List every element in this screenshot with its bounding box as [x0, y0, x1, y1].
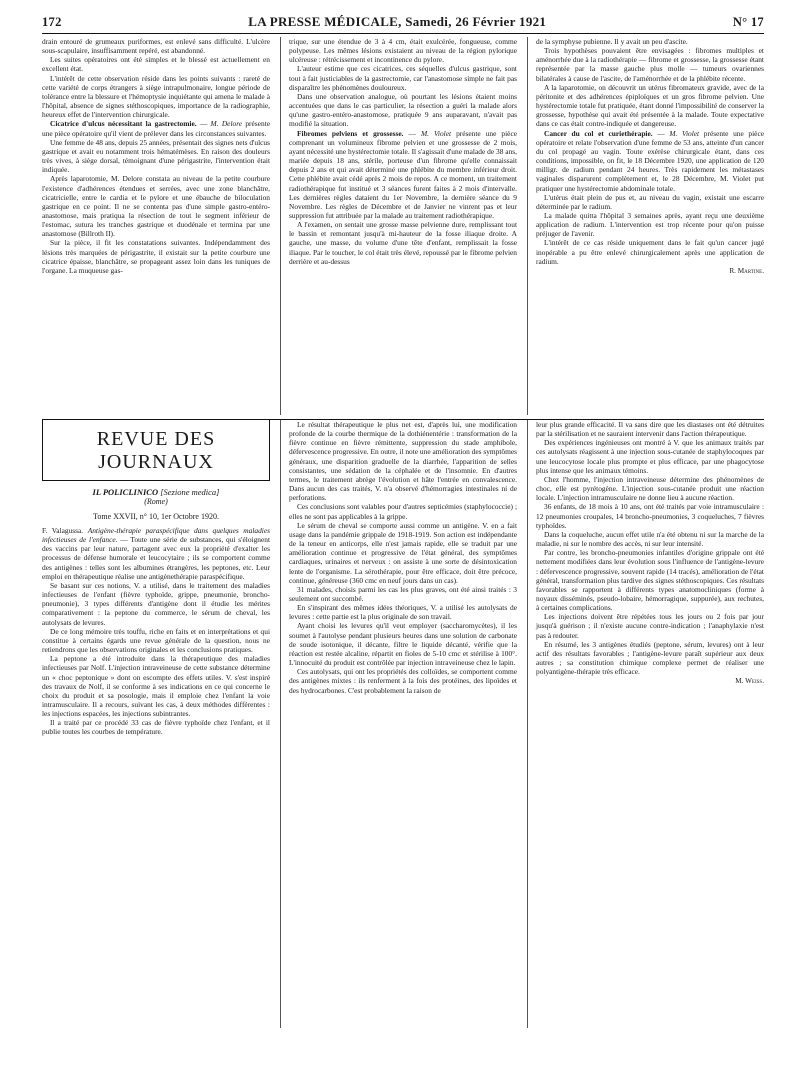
paragraph-text: leur plus grande efficacité. Il va sans dire que les diastases ont été détruites par la stérilisation et ne sauraient intervenir dans l'action thérapeutique.: [536, 420, 764, 439]
paragraph: [536, 612, 764, 639]
paragraph-text: L'intérêt de cette observation réside dans les points suivants : rareté de cette variété de corps étrangers à siège intrapulmonaire, longue période de tolérance entre la blessure et l'hémoptysie inquiétante qui amena le malade à l'hôpital, absence de signes stéthoscopiques, importance de la radiographie, heureux effet de l'intervention chirurgicale.: [42, 73, 270, 120]
paragraph: [289, 64, 517, 91]
paragraph: [42, 526, 270, 581]
running-head: [42, 14, 764, 30]
top-columns: [42, 37, 764, 415]
paragraph: [536, 502, 764, 529]
paragraph-text: — Toute une série de substances, qui s'éloignent des vaccins par leur nature, partagent avec eux la propriété d'exalter les processus de défense humorale et leucocytaire ; ils se comportent comme des antigènes : telles sont les albumines étrangères, les peptones, etc. Leur emploi en thérapeutique réalise une antigènethérapie paraspécifique.: [42, 535, 270, 581]
paragraph-text: La peptone a été introduite dans la thérapeutique des maladies infectieuses par Nolf. L'injection intraveineuse de cette substance détermine un « choc peptonique » dont on escompte des effets utiles. V. s'est inspiré des travaux de Nolf, il se conforme à ses indications en ce qui concerne le choix du produit et sa posologie, mais il emploie chez l'enfant la voie intramusculaire. Il a recours, suivant les cas, à deux méthodes différentes : les injections espacées, les injections subintrantes.: [42, 654, 270, 719]
paragraph: [42, 138, 270, 175]
paragraph: [536, 83, 764, 129]
paragraph-text: Ces conclusions sont valables pour d'autres septicémies (staphylococcie) ; elles ne sont pas applicables à la grippe.: [289, 502, 517, 521]
paragraph-text: Une femme de 48 ans, depuis 25 années, présentait des signes nets d'ulcus gastrique et avait eu notamment trois hématémèses. En raison des douleurs très vives, à siège dorsal, témoignant d'une périgastrite, l'intervention était indiquée.: [42, 137, 270, 175]
paragraph-text: Trois hypothèses pouvaient être envisagées : fibromes multiples et aménorrhée due à la radiothérapie — fibrome et grossesse, la grossesse étant représentée par la masse gauche plus molle — tumeurs ovariennes bilatérales à cause de l'ascite, de l'aménorrhée et de la phlébite récente.: [536, 46, 764, 83]
paragraph-text: Il a traité par ce procédé 33 cas de fièvre typhoïde chez l'enfant, et il publie toutes les courbes de température.: [42, 718, 270, 737]
paragraph-text: Ayant choisi les levures qu'il veut employer (saccharomycètes), il les soumet à l'autolyse pendant plusieurs heures dans une solution de carbonate de soude isotonique, il décante, filtre le liquide décanté, vérifie que la réaction est restée alcaline, répartit en fioles de 5-10 cmc et stérilise à 100°. L'innocuité du produit est contrôlée par injection intraveineuse chez le lapin.: [289, 621, 517, 668]
paragraph: [42, 174, 270, 238]
paragraph-text: Dans une observation analogue, où pourtant les lésions étaient moins accentuées que dans le cas particulier, la résection a guéri la malade alors qu'une gastro-entéro-anastomose, pratiquée 9 ans auparavant, n'avait pas modifié la situation.: [289, 91, 517, 129]
paragraph: [536, 46, 764, 83]
issue-number: N° 17: [732, 15, 764, 29]
paragraph-text: présente une pièce opératoire et relate l'observation d'une femme de 53 ans, atteinte d'un cancer du col propagé au vagin. Toute exérèse chirurgicale étant, dans ces conditions, impossible, on fit, le 18 Décembre 1920, une application de 120 milligr. de radium pendant 24 heures. Très rapidement les métastases vaginales disparurent complètement et, le 28 Décembre, M. Violet put pratiquer une hystérectomie abdominale totale.: [536, 128, 764, 193]
top-column-1: [42, 37, 270, 415]
paragraph-text: Des expériences ingénieuses ont montré à V. que les animaux traités par ces autolysats réagissent à une injection sous-cutanée de staphylocoques par une leucocytose locale plus prompte et plus efficace, par une phagocytose plus intense que les animaux témoins.: [536, 438, 764, 475]
paragraph: [536, 193, 764, 211]
paragraph-text: Le résultat thérapeutique le plus net est, d'après lui, une modification profonde de la courbe thermique de la dothiénentérie : transformation de la fièvre continue en fièvre rémittente, suppression du stade amphibole, défervescence progressive. En outre, il note une amélioration des symptômes généraux, une disparition graduelle de la diarrhée, l'apparition de selles consistantes, une sédation de la céphalée et de l'insomnie. En d'autres termes, le traitement abrège l'évolution et hâte l'entrée en convalescence. Dans aucun des cas traités, V. n'a observé d'hémorragies intestinales ni de perforations.: [289, 420, 518, 503]
paragraph: [536, 438, 764, 475]
paragraph: [42, 718, 270, 736]
paragraph: [289, 621, 517, 667]
paragraph: [289, 667, 517, 694]
paragraph-text: A l'examen, on sentait une grosse masse pelvienne dure, remplissant tout le bassin et remontant jusqu'à mi-hauteur de la fosse iliaque droite. A gauche, une masse, du volume d'une tête d'enfant, remplissait la fosse iliaque. Par le toucher, le col était très élevé, repoussé par le fibrome pelvien derrière et au-dessus: [289, 220, 517, 266]
bottom-column-1: [42, 526, 270, 737]
article-title: Antigène-thérapie paraspécifique dans quelques maladies infectieuses de l'enfance.: [42, 526, 270, 545]
paragraph: [42, 55, 270, 73]
paragraph: [42, 654, 270, 718]
presenter-name: M. Delore: [210, 119, 243, 129]
paragraph-text: Ces autolysats, qui ont les propriétés des colloïdes, se comportent comme des antigènes mixtes : ils renferment à la fois des protéines, des lipoïdes et des hydrocarbones. C'est probablement la raison de: [289, 667, 517, 695]
paragraph: [42, 581, 270, 627]
top-column-3-wrap: [527, 37, 764, 415]
bottom-column-3-wrap: [527, 420, 764, 1028]
signature-martine: R. Martine.: [729, 266, 764, 275]
paragraph-text: drain entouré de grumeaux puriformes, est enlevé sans difficulté. L'ulcère sous-scapulaire, insuffisamment repéré, est abandonné.: [42, 37, 270, 56]
bottom-column-3: [536, 420, 764, 676]
paragraph-text: En s'inspirant des mêmes idées théoriques, V. a utilisé les autolysats de levures : cette partie est la plus originale de son travail.: [289, 603, 517, 622]
paragraph-text: Le sérum de cheval se comporte aussi comme un antigène. V. en a fait usage dans la pandémie grippale de 1918-1919. Son action est indépendante de la teneur en anticorps, elle n'est jamais rapide, elle se traduit par une amélioration continue et progressive de l'état général, des symptômes cardiaques, urinaires et nerveux : on assiste à une sorte de désintoxication lente de l'organisme. La sérothérapie, pour être efficace, doit être précoce, continue, généreuse (360 cmc en neuf jours dans un cas).: [289, 520, 517, 585]
paragraph: [289, 521, 517, 585]
paragraph: [536, 37, 764, 46]
paragraph-text: Se basant sur ces notions, V. a utilisé, dans le traitement des maladies infectieuses de l'enfant (fièvre typhoïde, grippe, pneumonie, broncho-pneumonie), 3 types différents d'antigène dont il étudie les mérites comparativement : la peptone du commerce, le sérum de cheval, les autolysats de levures.: [42, 580, 270, 627]
paragraph-text: Les suites opératoires ont été simples et le blessé est actuellement en excellent état.: [42, 55, 270, 74]
paragraph: [42, 238, 270, 275]
journal-city: (Rome): [144, 497, 168, 506]
paragraph-text: Chez l'homme, l'injection intraveineuse détermine des phénomènes de choc, elle est pyrétogène. L'injection sous-cutanée produit une réaction locale. L'injection intramusculaire ne donne lieu à aucune réaction.: [536, 474, 764, 503]
paragraph-text: Par contre, les broncho-pneumonies infantiles d'origine grippale ont été nettement modifiées dans leur évolution sous l'influence de l'antigène-levure : défervescence progressive, souvent rapide (14 tracés), amélioration de l'état général, transformation plus tardive des signes stéthoscopiques. Ces résultats favorables se rapportent à différents types anatomocliniques (forme à noyaux disséminés, pseudo-lobaire, hémorragique, suppurée), aux rechutes, à certaines complications.: [536, 548, 764, 613]
paragraph-text: L'utérus était plein de pus et, au niveau du vagin, existait une escarre déterminée par le radium.: [536, 192, 764, 211]
journal-title: LA PRESSE MÉDICALE, Samedi, 26 Février 1921: [248, 14, 547, 29]
paragraph-text: La malade quitta l'hôpital 3 semaines après, ayant reçu une deuxième application de radium. L'intervention est trop récente pour qu'on puisse préjuger de l'avenir.: [536, 210, 764, 239]
paragraph-text: L'auteur estime que ces cicatrices, ces séquelles d'ulcus gastrique, sont tout à fait justiciables de la gastrectomie, car l'anastomose simple ne fait pas disparaître les phénomènes douloureux.: [289, 64, 517, 92]
revue-title-box: [42, 420, 270, 481]
paragraph-text: Dans la coqueluche, aucun effet utile n'a été obtenu ni sur la marche de la maladie, ni sur le nombre des accès, ni sur leur intensité.: [536, 529, 764, 549]
bottom-column-2-wrap: [280, 420, 517, 1028]
journal-section: [Sezione medica]: [160, 487, 220, 497]
paragraph: [289, 502, 517, 520]
paragraph: [289, 420, 517, 502]
bottom-column-1-wrap: [42, 420, 270, 1028]
presenter-name: M. Violet: [420, 128, 452, 138]
paragraph-text: De ce long mémoire très touffu, riche en faits et en interprétations et qui constitue à certains égards une revue générale de la question, nous ne retiendrons que les observations originales et les conclusions pratiques.: [42, 626, 270, 655]
signature-weiss: M. Weiss.: [735, 677, 764, 686]
revue-title: REVUE DES JOURNAUX: [96, 428, 216, 473]
paragraph: Cancer du col et curiethérapie. — M. Violet présente une pièce opératoire et relate l'observation d'une femme de 53 ans, atteinte d'un cancer du col propagé au vagin. Toute exérèse chirurgicale étant, dans ces conditions, impossible, on fit, le 18 Décembre 1920, une application de 120 milligr. de radium pendant 24 heures. Très rapidement les métastases vaginales disparurent complètement et, le 28 Décembre, M. Violet put pratiquer une hystérectomie abdominale totale.: [536, 128, 764, 193]
paragraph-text: A la laparotomie, on découvrit un utérus fibromateux gravide, avec de la péritonite et des adhérences épiploïques et un gros fibrome pelvien. Une hystérectomie totale fut pratiquée, étant donné l'impossibilité de conserver la grossesse, hypothèse qui avait été présentée à la malade. Toute expectative dans ce cas était contre-indiquée et dangereuse.: [536, 82, 764, 129]
presenter-name: M. Violet: [669, 128, 700, 138]
top-column-2-wrap: [280, 37, 517, 415]
journal-tome: Tome XXVII, n° 10, 1er Octobre 1920.: [93, 512, 219, 521]
paragraph-text: présente une pièce comprenant un volumineux fibrome pelvien et une grossesse de 2 mois, ayant nécessité une hystérectomie totale. Il s'agissait d'une malade de 38 ans, mariée depuis 18 ans, stérile, porteuse d'un fibrome qu'elle connaissait depuis 2 ans et qui avait déterminé une phlébite du membre inférieur droit. Cette phlébite avait cédé après 2 mois de repos. A ce moment, un traitement radiothérapique fut institué et 3 séances furent faites à 2 mois d'intervalle. Les dernières règles dataient du 1er Novembre, la dernière séance du 9 Novembre. Les règles de Décembre et de Janvier ne vinrent pas et leur suppression fut attribuée par la malade au traitement radiothérapique.: [289, 128, 518, 220]
subsection-heading: Cancer du col et curiethérapie.: [544, 128, 653, 138]
paragraph: [42, 627, 270, 654]
paragraph: [289, 220, 517, 266]
paragraph: [536, 475, 764, 502]
paragraph-text: 36 enfants, de 18 mois à 10 ans, ont été traités par voie intramusculaire : 12 pneumonies croupales, 14 broncho-pneumonies, 3 coqueluches, 7 fièvres typhoïdes.: [536, 502, 764, 530]
paragraph: [289, 603, 517, 621]
paragraph-text: Après laparotomie, M. Delore constata au niveau de la petite courbure l'existence d'adhérences étendues et serrées, avec une zone blanchâtre, cicatricielle, entre le cardia et le pylore et une ébauche de biloculation gastrique en ce point. Il ne se contenta pas d'une simple gastro-entéro-anastomose, mais pratiqua la résection de tout le segment inférieur de l'estomac, sutura les tranches gastrique et duodénale et termina par une anastomose (Billroth II).: [42, 174, 270, 239]
top-column-3: [536, 37, 764, 266]
paragraph: [536, 530, 764, 548]
journal-name: IL POLICLINICO: [92, 487, 159, 497]
paragraph: [289, 92, 517, 129]
page-number: 172: [42, 15, 62, 29]
paragraph-text: de la symphyse pubienne. Il y avait un peu d'ascite.: [536, 37, 688, 46]
paragraph: [289, 585, 517, 603]
paragraph: [536, 238, 764, 265]
paragraph-text: En résumé, les 3 antigènes étudiés (peptone, sérum, levures) ont à leur actif des résultats favorables ; l'antigène-levure paraît supérieur aux deux autres ; sa constitution chimique complexe permet de réaliser une polyantigène-thérapie très efficace.: [536, 639, 764, 677]
header-rule: [42, 33, 764, 34]
paragraph: Fibromes pelviens et grossesse. — M. Violet présente une pièce comprenant un volumineux fibrome pelvien et une grossesse de 2 mois, ayant nécessité une hystérectomie totale. Il s'agissait d'une malade de 38 ans, mariée depuis 18 ans, stérile, porteuse d'un fibrome qu'elle connaissait depuis 2 ans et qui avait déterminé une phlébite du membre inférieur droit. Cette phlébite avait cédé après 2 mois de repos. A ce moment, un traitement radiothérapique fut institué et 3 séances furent faites à 2 mois d'intervalle. Les dernières règles dataient du 1er Novembre, la dernière séance du 9 Novembre. Les règles de Décembre et de Janvier ne vinrent pas et leur suppression fut attribuée par la malade au traitement radiothérapique.: [289, 128, 518, 220]
paragraph-text: L'intérêt de ce cas réside uniquement dans le fait qu'un cancer jugé inopérable a pu être enlevé chirurgicalement après une application de radium.: [536, 238, 764, 266]
journal-name-line: [42, 487, 270, 497]
paragraph-text: Les injections doivent être répétées tous les jours ou 2 fois par jour jusqu'à guérison ; il n'existe aucune contre-indication ; l'anaphylaxie n'est pas à redouter.: [536, 612, 764, 640]
paragraph-text: présente une pièce opératoire qu'il vient de prélever dans les circonstances suivantes.: [42, 119, 270, 138]
paragraph: [536, 211, 764, 238]
top-column-2: [289, 37, 517, 266]
subsection-heading: Fibromes pelviens et grossesse.: [297, 128, 404, 138]
paragraph-text: trique, sur une étendue de 3 à 4 cm, était exulcérée, fongueuse, comme polypeuse. Les mêmes lésions existaient au niveau de la région pylorique ulcéreuse : rétrécissement et incontinence du pylore.: [289, 37, 517, 65]
bottom-columns: [42, 420, 764, 1028]
article-author: F. Valagussa.: [42, 526, 84, 535]
subsection-heading: Cicatrice d'ulcus nécessitant la gastrectomie.: [50, 119, 197, 129]
paragraph: [536, 640, 764, 677]
paragraph: [42, 37, 270, 55]
paragraph-text: Sur la pièce, il fit les constatations suivantes. Indépendamment des lésions très marquées de périgastrite, il existait sur la petite courbure une cicatrice épaisse, blanchâtre, se propageant assez loin dans les tuniques de l'organe. La muqueuse gas-: [42, 238, 270, 275]
paragraph: Cicatrice d'ulcus nécessitant la gastrectomie. — M. Delore présente une pièce opératoire qu'il vient de prélever dans les circonstances suivantes.: [42, 119, 270, 138]
paragraph: [536, 420, 764, 438]
paragraph: [536, 548, 764, 612]
paragraph: [42, 74, 270, 120]
paragraph-text: 31 malades, choisis parmi les cas les plus graves, ont été ainsi traités : 3 seulement ont succombé.: [289, 584, 517, 603]
bottom-column-2: [289, 420, 517, 695]
paragraph: [289, 37, 517, 64]
